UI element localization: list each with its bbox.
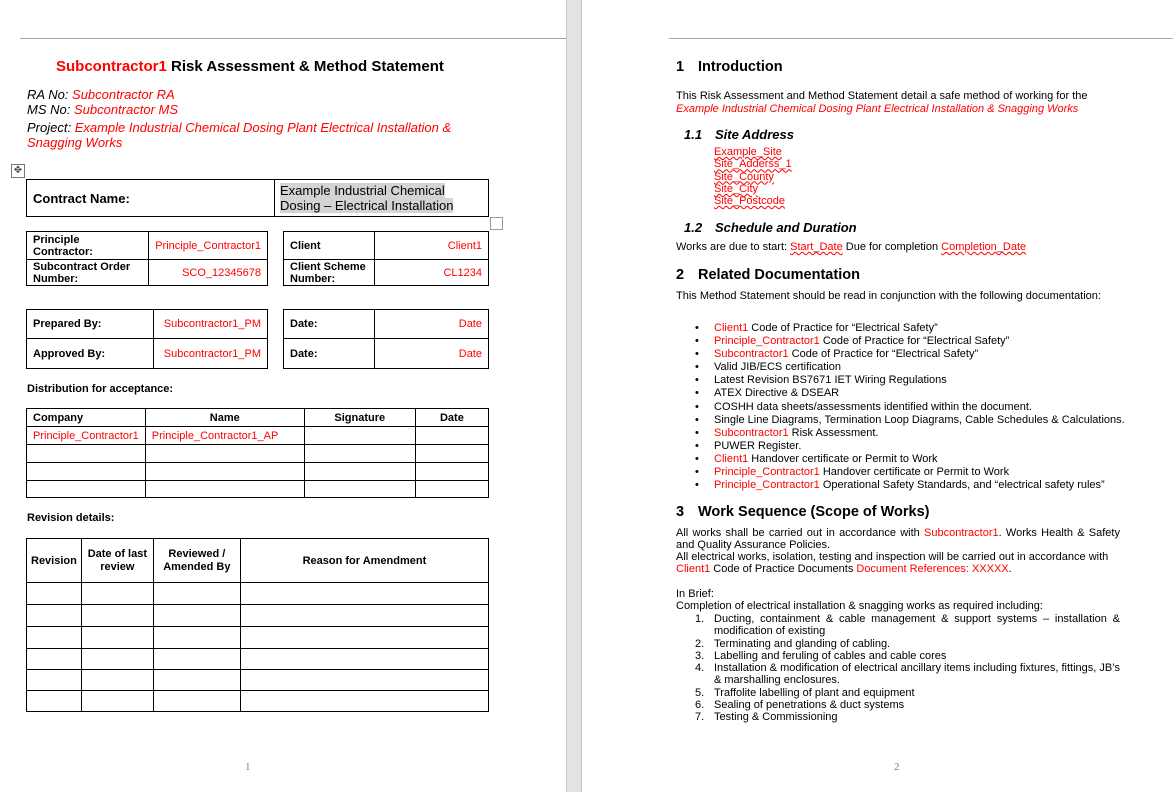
section-3-paragraph-1: All works shall be carried out in accordance with Subcontractor1. Works Health & Safety and Quality Assurance Policies. [676,527,1120,551]
list-item: 5. Traffolite labelling of plant and equipment [695,686,915,699]
empty-cell[interactable] [153,649,240,670]
list-item: • Principle_Contractor1 Code of Practice for “Electrical Safety” [676,335,1136,348]
empty-cell[interactable] [27,583,82,605]
empty-cell[interactable] [27,649,82,670]
list-item: 4. Installation & modification of electrical ancillary items including fixtures, fittings, JB’s & marshalling enclosures. [695,662,1120,687]
list-item: • Subcontractor1 Risk Assessment. [676,427,1136,440]
work-items-list [676,613,1120,724]
subcontract-order-label: Subcontract Order Number: [27,260,149,286]
dist-signature-cell[interactable] [304,427,415,445]
empty-cell[interactable] [27,463,146,481]
empty-cell[interactable] [81,649,153,670]
list-item: 2. Terminating and glanding of cabling. [695,637,891,650]
documentation-list [676,322,1136,492]
client-table [283,231,489,286]
list-item: • Subcontractor1 Code of Practice for “Electrical Safety” [676,348,1136,361]
ms-number: MS No: Subcontractor MS [27,102,179,117]
subcontract-order-value[interactable]: SCO_12345678 [149,260,268,286]
prepared-by-label: Prepared By: [27,310,154,339]
list-item: • Valid JIB/ECS certification [676,361,1136,374]
table-row [27,481,489,498]
table-row [27,605,489,627]
table-row [27,427,489,445]
rev-header-reason: Reason for Amendment [240,539,488,583]
approved-date-value[interactable]: Date [375,339,489,369]
list-item: • Single Line Diagrams, Termination Loop Diagrams, Cable Schedules & Calculations. [676,414,1136,427]
dist-header-signature: Signature [304,409,415,427]
prepared-date-value[interactable]: Date [375,310,489,339]
contractor-table [26,231,268,286]
table-row [27,445,489,463]
empty-cell[interactable] [27,670,82,691]
section-1-heading: 1 Introduction [676,59,783,75]
dist-header-date: Date [415,409,488,427]
empty-cell[interactable] [153,627,240,649]
distribution-title: Distribution for acceptance: [27,383,174,395]
list-item: 7. Testing & Commissioning [695,711,838,724]
client-value[interactable]: Client1 [375,232,489,260]
empty-cell[interactable] [27,605,82,627]
ra-number: RA No: Subcontractor RA [27,87,175,102]
empty-cell[interactable] [304,463,415,481]
empty-cell[interactable] [240,649,488,670]
list-item: • Latest Revision BS7671 IET Wiring Regulations [676,374,1136,387]
page-number: 1 [245,761,251,773]
client-label: Client [284,232,375,260]
list-item: • Client1 Handover certificate or Permit to Work [676,453,1136,466]
completion-label: Completion of electrical installation & snagging works as required including: [676,600,1043,612]
empty-cell[interactable] [81,627,153,649]
principle-contractor-value[interactable]: Principle_Contractor1 [149,232,268,260]
prepared-by-value[interactable]: Subcontractor1_PM [154,310,268,339]
contract-name-value[interactable]: Example Industrial Chemical Dosing – Electrical Installation [275,180,489,217]
principle-contractor-label: Principle Contractor: [27,232,149,260]
empty-cell[interactable] [240,583,488,605]
approved-by-label: Approved By: [27,339,154,369]
empty-cell[interactable] [415,481,488,498]
section-1-1-heading: 1.1 Site Address [684,127,794,142]
dist-name-cell[interactable]: Principle_Contractor1_AP [145,427,304,445]
rev-header-reviewed: Reviewed / Amended By [153,539,240,583]
section-1-2-heading: 1.2 Schedule and Duration [684,220,857,235]
table-row [27,463,489,481]
page-number: 2 [894,761,900,773]
site-address: Example_Site Site_Adderss_1 Site_County Site_City Site_Postcode [714,146,792,208]
list-item: 6. Sealing of penetrations & duct systems [695,699,905,712]
resize-handle-icon[interactable] [490,217,503,230]
revision-title: Revision details: [27,512,115,524]
list-item: • Principle_Contractor1 Operational Safety Standards, and “electrical safety rules” [676,479,1136,492]
list-item: • Principle_Contractor1 Handover certificate or Permit to Work [676,466,1136,479]
empty-cell[interactable] [27,627,82,649]
section-2-heading: 2 Related Documentation [676,267,860,283]
dist-header-company: Company [27,409,146,427]
list-item: 1. Ducting, containment & cable management & support systems – installation & modification of existing [695,613,1120,638]
dates-table [283,309,489,369]
document-page-2 [582,0,1173,792]
list-item: • COSHH data sheets/assessments identified within the document. [676,401,1136,414]
header-rule [20,38,566,39]
prepared-date-label: Date: [284,310,375,339]
table-row [27,691,489,712]
list-item: • PUWER Register. [676,440,1136,453]
list-item: • ATEX Directive & DSEAR [676,387,1136,400]
project-name: Project: Example Industrial Chemical Dosing Plant Electrical Installation & Snagging Works [27,120,452,150]
empty-cell[interactable] [415,463,488,481]
distribution-table [26,408,489,498]
header-rule [669,38,1173,39]
empty-cell[interactable] [81,691,153,712]
in-brief-label: In Brief: [676,588,714,600]
contract-name-label: Contract Name: [27,180,275,217]
empty-cell[interactable] [27,481,146,498]
table-row [27,649,489,670]
list-item: 3. Labelling and feruling of cables and cable cores [695,649,947,662]
approved-date-label: Date: [284,339,375,369]
empty-cell[interactable] [81,670,153,691]
client-scheme-label: Client Scheme Number: [284,260,375,286]
empty-cell[interactable] [240,691,488,712]
empty-cell[interactable] [153,691,240,712]
empty-cell[interactable] [240,605,488,627]
dist-header-name: Name [145,409,304,427]
section-3-paragraph-2: All electrical works, isolation, testing and inspection will be carried out in accordance with Client1 Code of Practice Documents Document References: XXXXX. [676,551,1109,575]
empty-cell[interactable] [153,605,240,627]
rev-header-revision: Revision [27,539,82,583]
table-row [27,670,489,691]
empty-cell[interactable] [304,481,415,498]
empty-cell[interactable] [145,445,304,463]
section-2-intro: This Method Statement should be read in conjunction with the following documentation: [676,290,1101,302]
empty-cell[interactable] [27,445,146,463]
schedule-paragraph: Works are due to start: Start_Date Due for completion Completion_Date [676,241,1027,253]
empty-cell[interactable] [415,445,488,463]
rev-header-date: Date of last review [81,539,153,583]
client-scheme-value[interactable]: CL1234 [375,260,489,286]
list-item: • Client1 Code of Practice for “Electrical Safety” [676,322,1136,335]
empty-cell[interactable] [145,481,304,498]
empty-cell[interactable] [153,670,240,691]
move-arrows-icon[interactable]: ✥ [11,164,25,178]
revision-table [26,538,489,712]
approved-by-value[interactable]: Subcontractor1_PM [154,339,268,369]
table-row [27,583,489,605]
contract-name-table [26,179,489,217]
empty-cell[interactable] [304,445,415,463]
empty-cell[interactable] [27,691,82,712]
section-3-heading: 3 Work Sequence (Scope of Works) [676,504,930,520]
empty-cell[interactable] [145,463,304,481]
empty-cell[interactable] [81,605,153,627]
document-page-1 [0,0,566,792]
table-row [27,627,489,649]
dist-company-cell[interactable]: Principle_Contractor1 [27,427,146,445]
intro-paragraph: This Risk Assessment and Method Statement detail a safe method of working for the Example Industrial Chemical Dosing Plant Electrical Installation & Snagging Works [676,90,1088,115]
empty-cell[interactable] [240,670,488,691]
dist-date-cell[interactable] [415,427,488,445]
page-gutter [566,0,582,792]
prepared-approved-table [26,309,268,369]
empty-cell[interactable] [81,583,153,605]
empty-cell[interactable] [240,627,488,649]
document-title: Subcontractor1 Risk Assessment & Method Statement [56,58,444,75]
empty-cell[interactable] [153,583,240,605]
